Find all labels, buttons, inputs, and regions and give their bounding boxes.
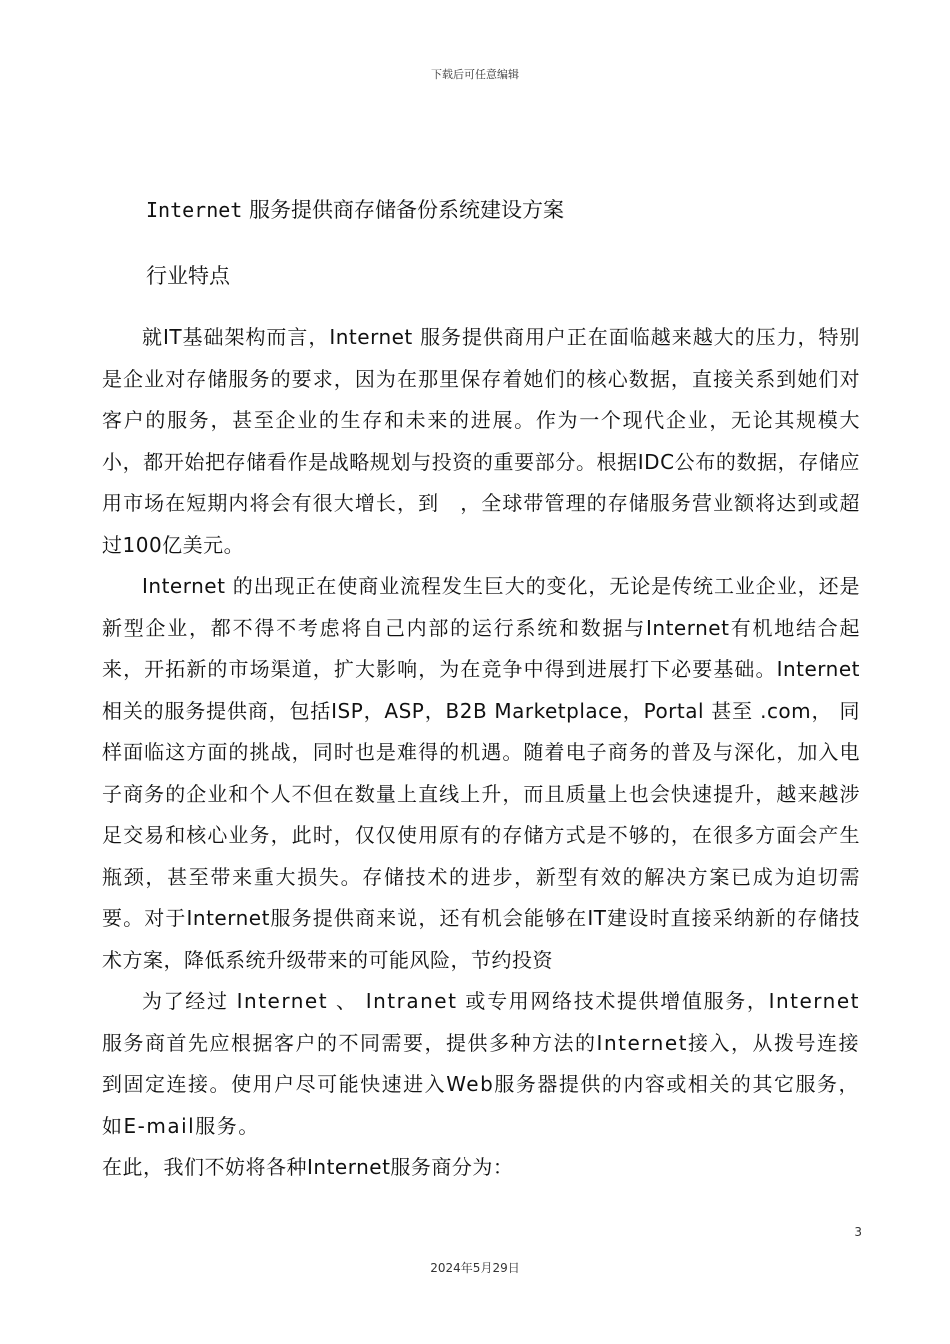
document-title-latin: Internet [146,198,243,222]
document-title [146,194,564,224]
page-footer-date: 2024年5月29日 [430,1261,520,1275]
paragraph-1: 就IT基础架构而言，Internet 服务提供商用户正在面临越来越大的压力，特别是企业对存储服务的要求，因为在那里保存着她们的核心数据，直接关系到她们对客户的服务，甚至企业的生存和未来的进展。作为一个现代企业，无论其规模大小，都开始把存储看作是战略规划与投资的重要部分。根据IDC公布的数据，存储应用市场在短期内将会有很大增长，到 ，全球带管理的存储服务营业额将达到或超过100亿美元。 [102,325,860,557]
paragraph-3: 为了经过 Internet 、 Intranet 或专用网络技术提供增值服务，Internet服务商首先应根据客户的不同需要，提供多种方法的Internet接入，从拨号连接到固定连接。使用户尽可能快速进入Web服务器提供的内容或相关的其它服务，如E-mail服务。 [102,989,860,1138]
body-text [102,317,860,1189]
paragraph-4: 在此，我们不妨将各种Internet服务商分为： [102,1155,514,1179]
paragraph-2: Internet 的出现正在使商业流程发生巨大的变化，无论是传统工业企业，还是新型企业，都不得不考虑将自己内部的运行系统和数据与Internet有机地结合起来，开拓新的市场渠道，扩大影响，为在竞争中得到进展打下必要基础。Internet 相关的服务提供商，包括ISP，ASP，B2B Marketplace，Portal 甚至 .com， 同样面临这方面的挑战，同时也是难得的机遇。随着电子商务的普及与深化，加入电子商务的企业和个人不但在数量上直线上升，而且质量上也会快速提升，越来越涉足交易和核心业务，此时，仅仅使用原有的存储方式是不够的，在很多方面会产生瓶颈，甚至带来重大损失。存储技术的进步，新型有效的解决方案已成为迫切需要。对于Internet服务提供商来说，还有机会能够在IT建设时直接采纳新的存储技术方案，降低系统升级带来的可能风险，节约投资 [102,574,860,972]
page-number: 3 [854,1225,862,1239]
document-title-text: 服务提供商存储备份系统建设方案 [242,198,565,222]
page-header: 下载后可任意编辑 [431,68,519,81]
section-heading: 行业特点 [146,264,230,288]
